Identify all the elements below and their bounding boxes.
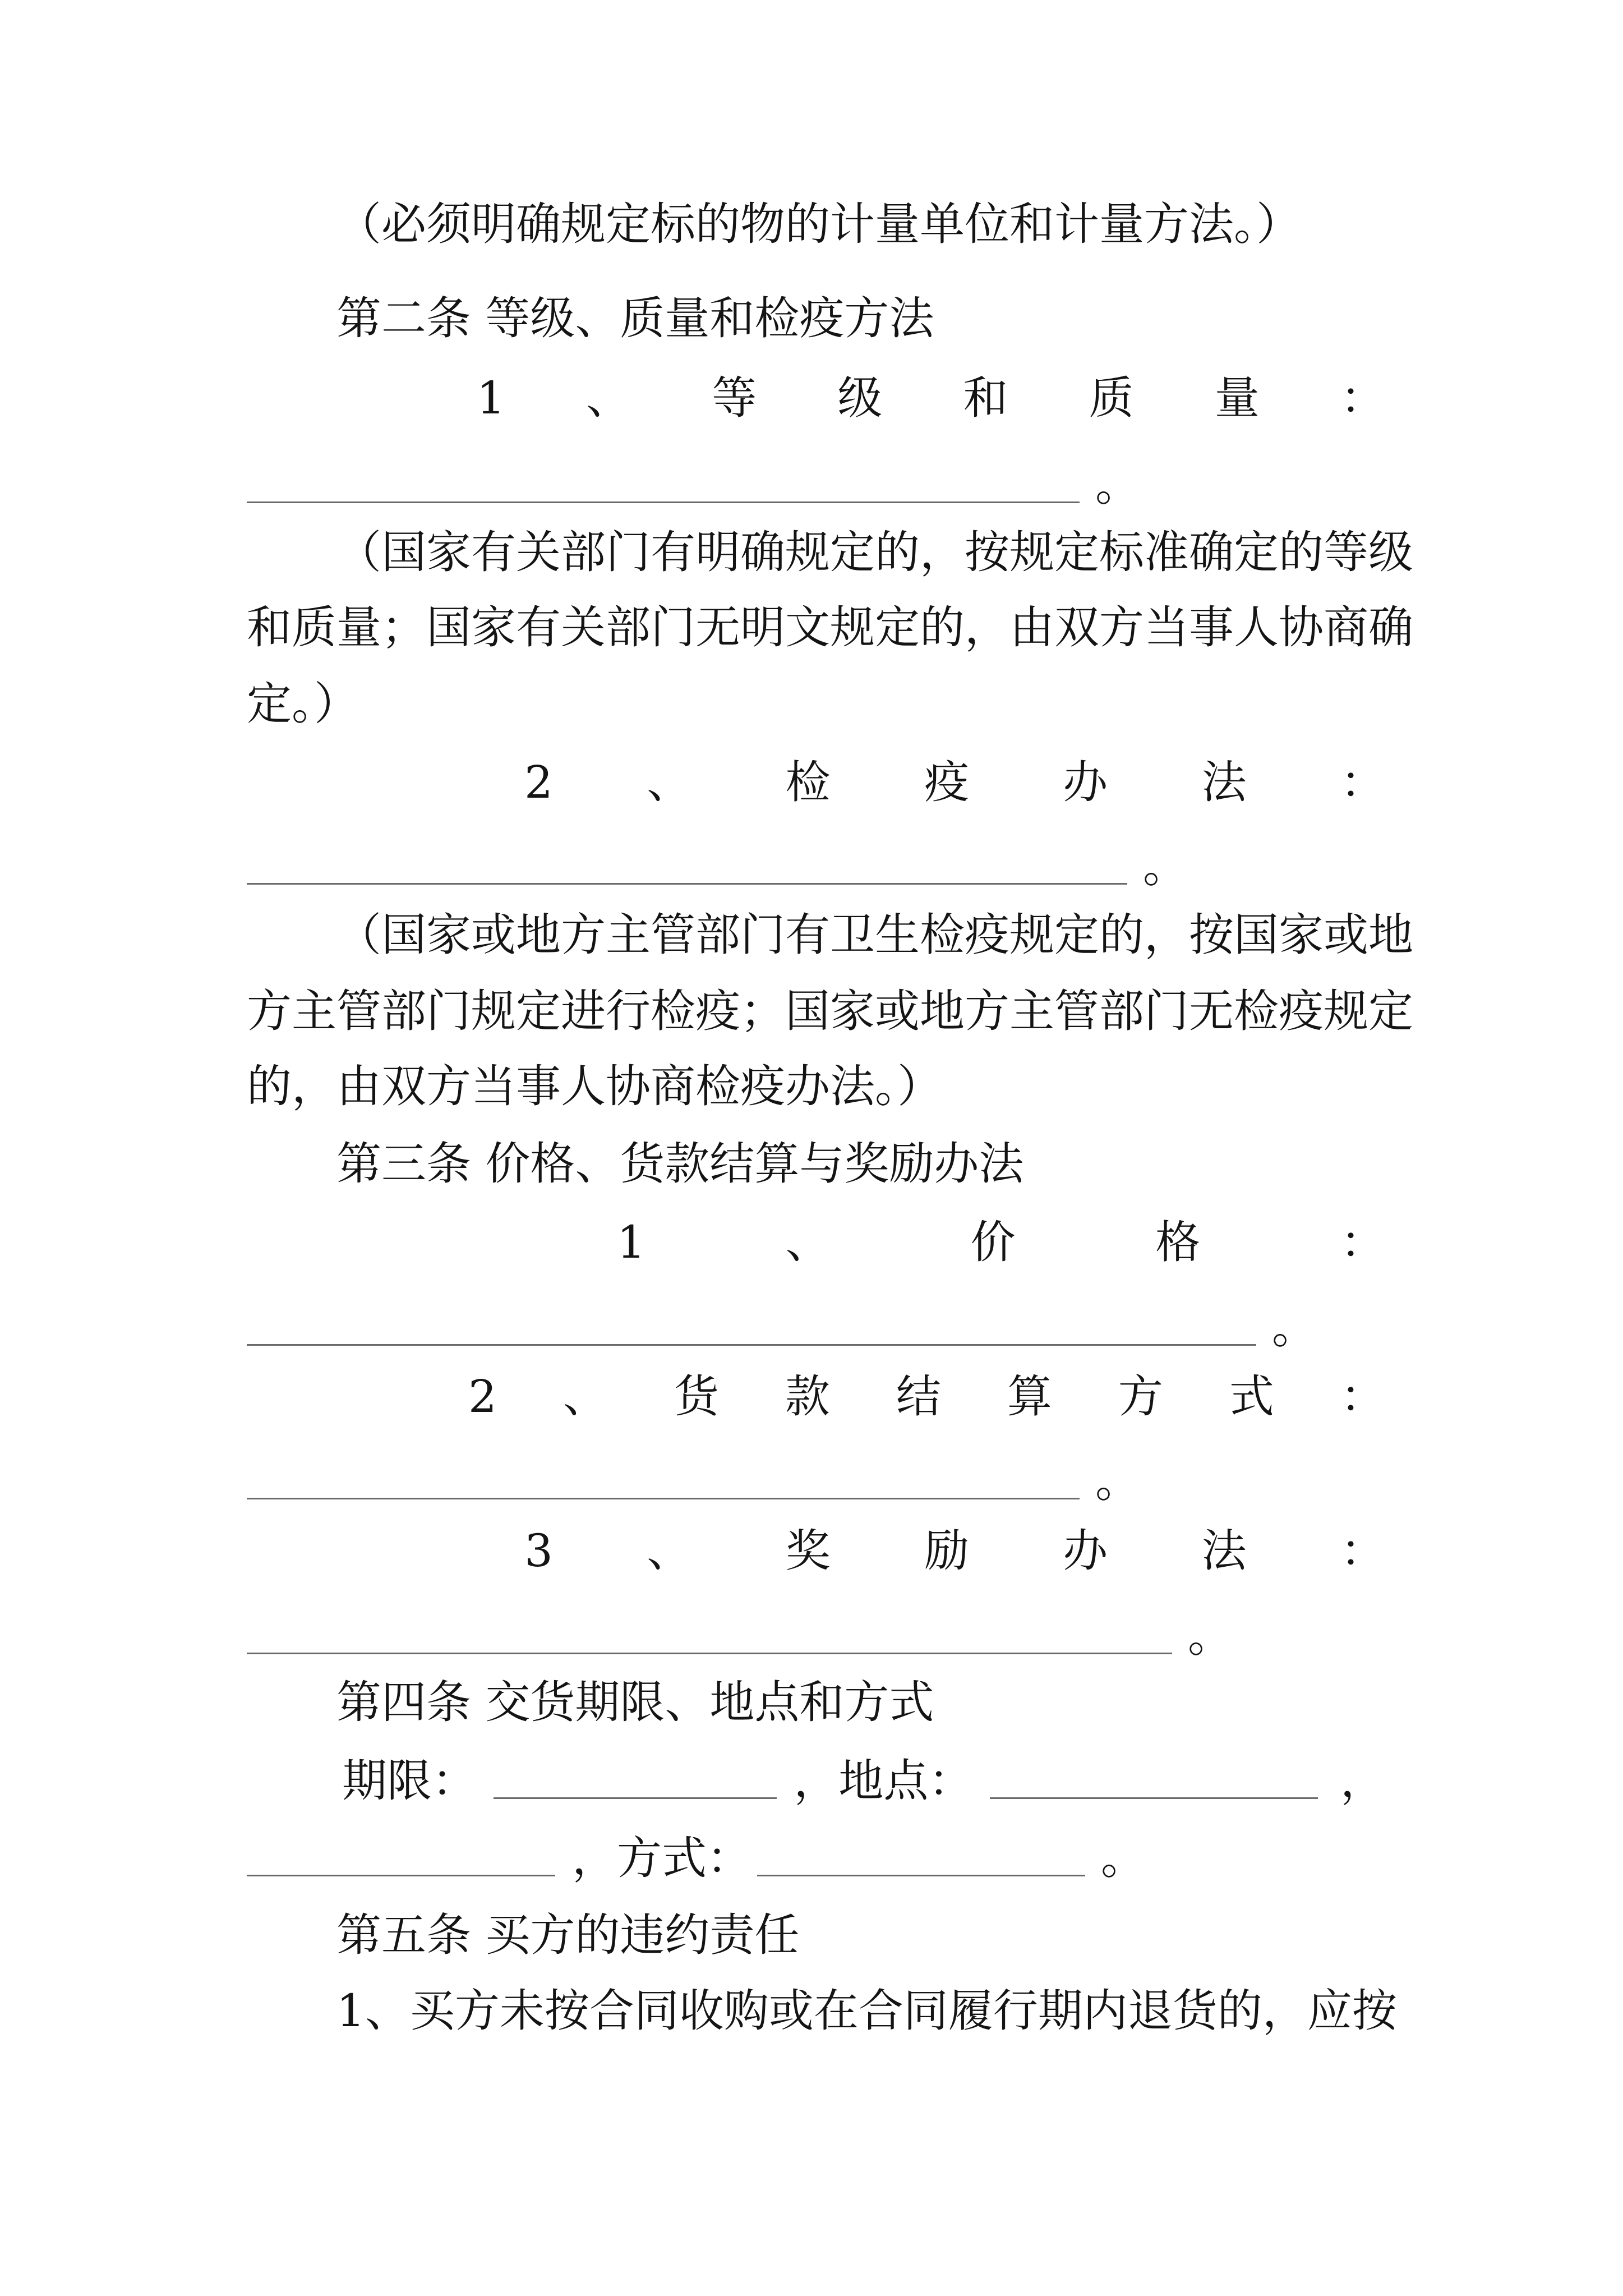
trailing-comma: ， [1340, 1755, 1385, 1807]
quarantine-method-blank[interactable] [247, 883, 1127, 885]
article-2-note-2-line-3: 的，由双方当事人协商检疫办法。） [247, 1060, 942, 1112]
place-blank-continued[interactable] [247, 1875, 555, 1876]
article-2-note-2-line-1: （国家或地方主管部门有卫生检疫规定的，按国家或地 [336, 909, 1413, 961]
article-2-item-1-label: 1 、 等 级 和 质 量 ： [477, 372, 1385, 424]
price-blank[interactable] [247, 1344, 1256, 1346]
article-2-note-1-line-3: 定。） [247, 678, 359, 730]
article-3-item-2-blank-row: 。 [247, 1451, 1385, 1512]
article-3-item-1-label: 1 、 价 格 ： [617, 1216, 1385, 1268]
article-3-item-3-label: 3 、 奖 励 办 法 ： [524, 1525, 1385, 1577]
article-3-item-3-blank-row: 。 [247, 1605, 1385, 1667]
article-4-method-row: ，方式： 。 [247, 1828, 1385, 1889]
place-blank[interactable] [990, 1797, 1318, 1799]
term-blank[interactable] [494, 1797, 777, 1799]
note-measurement: （必须明确规定标的物的计量单位和计量方法。） [336, 198, 1301, 250]
article-2-note-1-line-1: （国家有关部门有明确规定的，按规定标准确定的等级 [336, 526, 1413, 578]
term-label: 期限： [342, 1755, 477, 1807]
article-4-heading: 第四条 交货期限、地点和方式 [336, 1676, 934, 1728]
reward-method-blank[interactable] [247, 1653, 1172, 1654]
article-5-item-1: 1、买方未按合同收购或在合同履行期内退货的，应按 [336, 1985, 1397, 2037]
article-3-item-1-blank-row: 。 [247, 1297, 1385, 1359]
method-label: ，方式： [572, 1832, 751, 1884]
article-3-heading: 第三条 价格、货款结算与奖励办法 [336, 1138, 1024, 1190]
payment-method-blank[interactable] [247, 1498, 1080, 1499]
article-2-note-2-line-2: 方主管部门规定进行检疫；国家或地方主管部门无检疫规定 [247, 985, 1413, 1037]
article-2-note-1-line-2: 和质量；国家有关部门无明文规定的，由双方当事人协商确 [247, 601, 1413, 654]
article-2-item-2-label: 2 、 检 疫 办 法 ： [524, 756, 1385, 808]
article-2-item-1-blank-row: 。 [247, 454, 1385, 516]
article-4-term-place-row [247, 1750, 1385, 1812]
method-blank[interactable] [757, 1875, 1085, 1876]
article-2-item-2-blank-row: 。 [247, 836, 1385, 898]
article-2-heading: 第二条 等级、质量和检疫方法 [336, 292, 934, 344]
article-5-heading: 第五条 买方的违约责任 [336, 1909, 800, 1961]
place-label: ，地点： [794, 1755, 974, 1807]
grade-quality-blank[interactable] [247, 501, 1080, 503]
article-3-item-2-label: 2 、 货 款 结 算 方 式 ： [468, 1370, 1385, 1423]
